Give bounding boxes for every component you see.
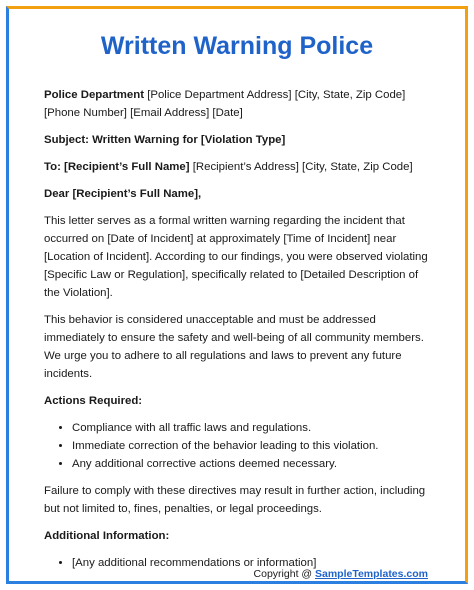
list-item: • Compliance with all traffic laws and regulations.	[72, 419, 436, 437]
list-item: • [Any additional recommendations or information]	[72, 554, 436, 572]
paragraph-failure: Failure to comply with these directives may result in further action, including but not limited to, fines, penalties, or legal proceedings.	[44, 485, 426, 515]
paragraph-incident: This letter serves as a formal written warning regarding the incident that occurred on [Date of Incident] at approximately [Time of Incident] near [Location of Incident]. According to our findings, you were observed violating [Specific Law or Regulation], specifically related to [Detailed Description of the Violation].	[44, 215, 428, 299]
copyright-link[interactable]: SampleTemplates.com	[314, 568, 428, 580]
letter-body	[44, 86, 436, 581]
actions-list	[44, 419, 436, 473]
recipient-line	[44, 158, 436, 176]
department-label: Police Department	[44, 89, 145, 101]
recipient-details: [Recipient’s Address] [City, State, Zip Code]	[192, 161, 413, 173]
salutation: Dear [Recipient’s Full Name],	[44, 188, 202, 200]
paragraph-behavior: This behavior is considered unacceptable and must be addressed immediately to ensure the safety and well-being of all community members. We urge you to adhere to all regulations and laws to prevent any future incidents.	[44, 314, 424, 380]
recipient-label: To: [Recipient’s Full Name]	[44, 161, 190, 173]
department-line	[44, 86, 436, 122]
copyright-prefix: Copyright @	[253, 568, 313, 580]
document-title: Written Warning Police	[100, 32, 374, 60]
actions-heading: Actions Required:	[44, 395, 143, 407]
subject-line: Subject: Written Warning for [Violation Type]	[44, 134, 286, 146]
copyright-footer	[254, 568, 428, 580]
department-details: [Police Department Address] [City, State, Zip Code] [Phone Number] [Email Address] [Date]	[44, 89, 406, 119]
list-item: • Any additional corrective actions deemed necessary.	[72, 455, 436, 473]
additional-heading: Additional Information:	[44, 530, 170, 542]
list-item: • Immediate correction of the behavior leading to this violation.	[72, 437, 436, 455]
